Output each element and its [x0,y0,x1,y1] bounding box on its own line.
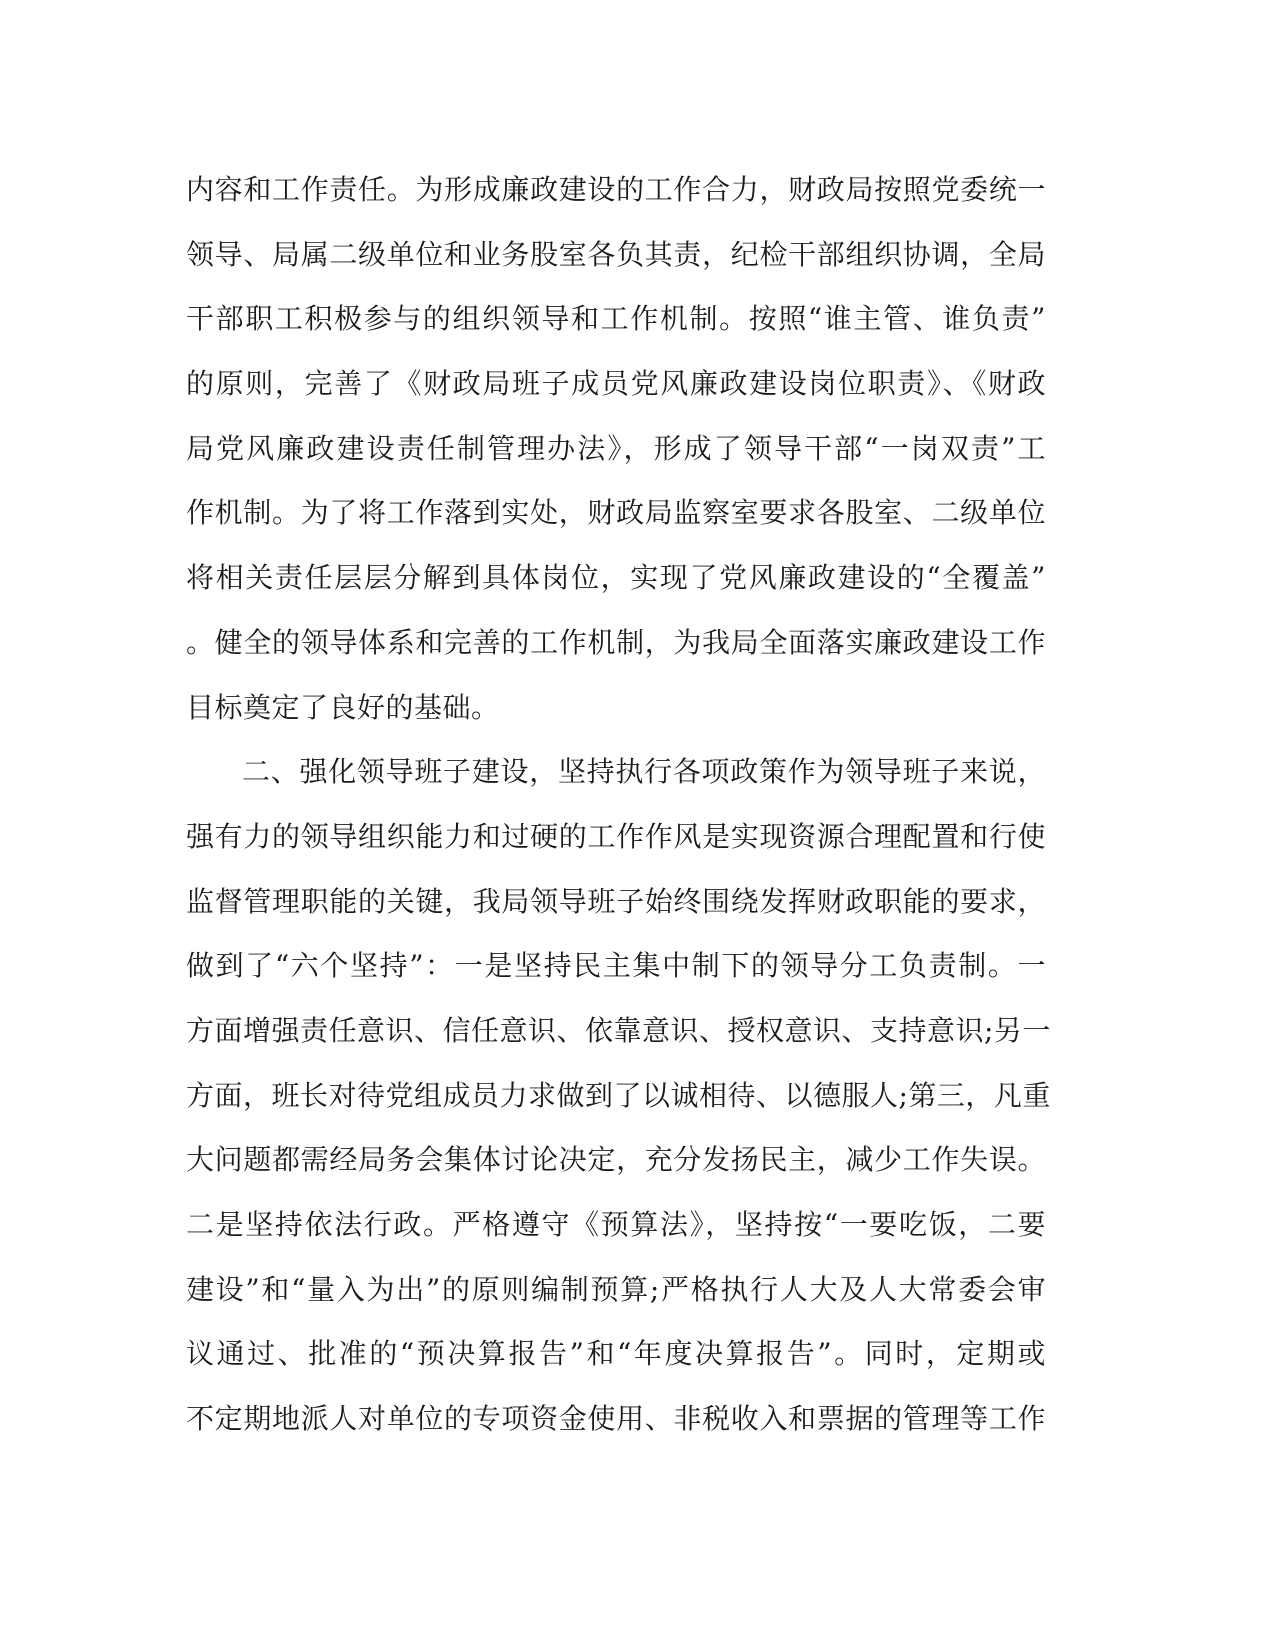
text-line: 议通过、批准的“预决算报告”和“年度决算报告”。同时，定期或 [186,1337,1046,1371]
text-line: 做到了“六个坚持”：一是坚持民主集中制下的领导分工负责制。一 [186,949,1046,983]
text-line: 建设”和“量入为出”的原则编制预算;严格执行人大及人大常委会审 [186,1272,1046,1306]
text-line: 干部职工积极参与的组织领导和工作机制。按照“谁主管、谁负责” [186,302,1046,336]
text-line: 领导、局属二级单位和业务股室各负其责，纪检干部组织协调，全局 [186,237,1046,271]
text-line: 作机制。为了将工作落到实处，财政局监察室要求各股室、二级单位 [186,496,1046,530]
text-line: 的原则，完善了《财政局班子成员党风廉政建设岗位职责》、《财政 [186,367,1046,401]
text-line: 内容和工作责任。为形成廉政建设的工作合力，财政局按照党委统一 [186,173,1046,206]
paragraph-heading-line: 二、强化领导班子建设，坚持执行各项政策作为领导班子来说， [242,755,1046,789]
text-line: 不定期地派人对单位的专项资金使用、非税收入和票据的管理等工作 [186,1402,1046,1436]
text-line: 。健全的领导体系和完善的工作机制，为我局全面落实廉政建设工作 [186,625,1046,659]
text-line: 方面增强责任意识、信任意识、依靠意识、授权意识、支持意识;另一 [186,1013,1051,1047]
text-line: 局党风廉政建设责任制管理办法》，形成了领导干部“一岗双责”工 [186,431,1046,465]
text-line: 大问题都需经局务会集体讨论决定，充分发扬民主，减少工作失误。 [186,1143,1046,1177]
text-line: 二是坚持依法行政。严格遵守《预算法》，坚持按“一要吃饭，二要 [186,1208,1046,1241]
text-line: 监督管理职能的关键，我局领导班子始终围绕发挥财政职能的要求， [186,884,1046,918]
text-line: 强有力的领导组织能力和过硬的工作作风是实现资源合理配置和行使 [186,819,1046,853]
document-body [186,158,1051,1452]
text-line: 将相关责任层层分解到具体岗位，实现了党风廉政建设的“全覆盖” [186,561,1046,595]
text-line: 目标奠定了良好的基础。 [186,690,500,724]
text-line: 方面，班长对待党组成员力求做到了以诚相待、以德服人;第三，凡重 [186,1078,1051,1112]
